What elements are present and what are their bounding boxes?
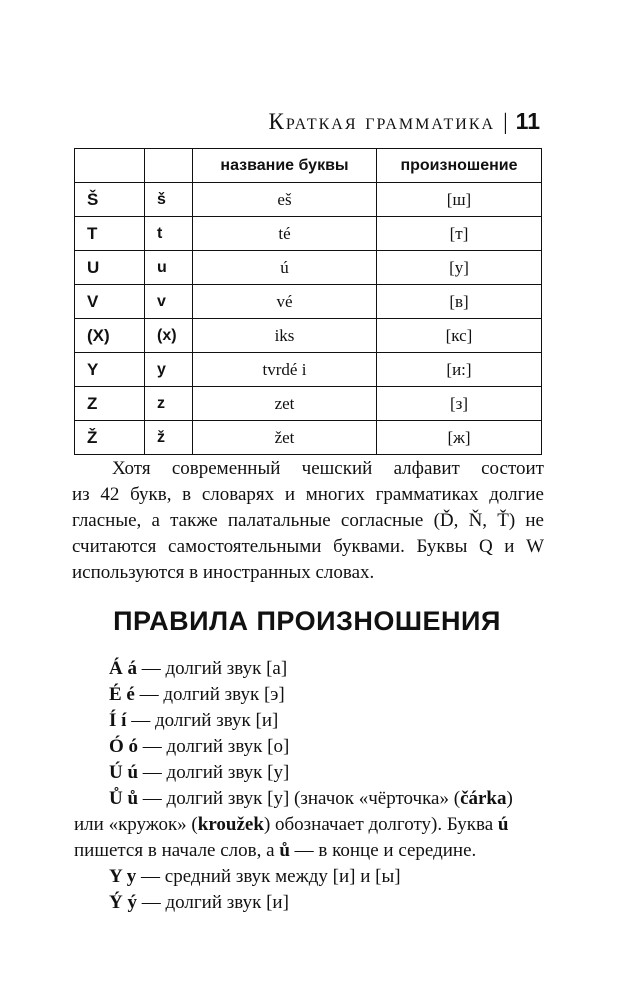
lowercase-letter: v — [145, 285, 193, 319]
lowercase-letter: y — [145, 353, 193, 387]
rule-text: — долгий звук [у] (значок «чёрточка» ( — [138, 788, 461, 809]
rule-letters: Ó ó — [109, 736, 139, 757]
letter-name: ú — [193, 251, 377, 285]
pronunciation-rules — [74, 656, 542, 916]
rule-line-continued — [74, 812, 542, 838]
header-separator: | — [503, 109, 510, 134]
letter-name: té — [193, 217, 377, 251]
rule-text: — в конце и середине. — [289, 840, 477, 861]
letter-name: tvrdé i — [193, 353, 377, 387]
uppercase-letter: Y — [75, 353, 145, 387]
rule-letters: Á á — [109, 658, 137, 679]
rule-line — [74, 760, 542, 786]
rule-line — [74, 890, 542, 916]
running-header — [74, 108, 540, 135]
pronunciation: [ш] — [377, 183, 542, 217]
lowercase-letter: t — [145, 217, 193, 251]
rule-line — [74, 734, 542, 760]
letter-name: žet — [193, 421, 377, 455]
term-u-ring: ů — [279, 840, 290, 861]
rule-line-continued — [74, 838, 542, 864]
term-krouzek: kroužek — [197, 814, 264, 835]
rule-text: — долгий звук [и] — [136, 892, 289, 913]
header-cell-pronunciation: произношение — [377, 149, 542, 183]
pronunciation: [в] — [377, 285, 542, 319]
page-number: 11 — [515, 108, 540, 134]
rule-text: — долгий звук [у] — [138, 762, 290, 783]
header-cell-lowercase — [145, 149, 193, 183]
lowercase-letter: ž — [145, 421, 193, 455]
section-heading: ПРАВИЛА ПРОИЗНОШЕНИЯ — [113, 606, 501, 636]
table-header-row — [75, 149, 542, 183]
letter-name: zet — [193, 387, 377, 421]
paragraph-line: используются в иностранных словах. — [72, 562, 375, 583]
rule-text: или «кружок» ( — [74, 814, 198, 835]
paragraph-line: из 42 букв, в словарях и многих грамматиках долгие — [72, 484, 544, 505]
paragraph-line: считаются самостоятельными буквами. Буквы Q и W — [72, 536, 544, 557]
letter-name: eš — [193, 183, 377, 217]
alphabet-table — [74, 148, 542, 455]
rule-text: — долгий звук [а] — [136, 658, 288, 679]
rule-letters: Y y — [109, 866, 137, 887]
rule-line — [74, 656, 542, 682]
table-row — [75, 319, 542, 353]
uppercase-letter: V — [75, 285, 145, 319]
uppercase-letter: Š — [75, 183, 145, 217]
rule-letters: Ý ý — [109, 892, 137, 913]
header-title: Краткая грамматика — [268, 109, 496, 134]
lowercase-letter: (x) — [145, 319, 193, 353]
table-row — [75, 285, 542, 319]
table-row — [75, 251, 542, 285]
uppercase-letter: (X) — [75, 319, 145, 353]
table-row — [75, 183, 542, 217]
rule-text: — долгий звук [э] — [134, 684, 285, 705]
pronunciation: [з] — [377, 387, 542, 421]
table-row — [75, 387, 542, 421]
rule-text: — долгий звук [и] — [126, 710, 279, 731]
rule-line-kroužek — [74, 786, 542, 812]
letter-name: iks — [193, 319, 377, 353]
pronunciation: [кс] — [377, 319, 542, 353]
table-row — [75, 421, 542, 455]
lowercase-letter: z — [145, 387, 193, 421]
rule-letters: Ú ú — [109, 762, 139, 783]
lowercase-letter: š — [145, 183, 193, 217]
term-u-acute: ú — [497, 814, 509, 835]
header-cell-letter-name: название буквы — [193, 149, 377, 183]
uppercase-letter: U — [75, 251, 145, 285]
rule-text: — средний звук между [и] и [ы] — [136, 866, 401, 887]
pronunciation: [ж] — [377, 421, 542, 455]
rule-text: пишется в начале слов, а — [74, 840, 280, 861]
uppercase-letter: T — [75, 217, 145, 251]
rule-line — [74, 708, 542, 734]
pronunciation: [у] — [377, 251, 542, 285]
alphabet-note-paragraph — [72, 456, 544, 586]
table-row — [75, 217, 542, 251]
rule-line — [74, 682, 542, 708]
rule-letters: Í í — [109, 710, 127, 731]
uppercase-letter: Ž — [75, 421, 145, 455]
rule-text: ) — [506, 788, 513, 809]
pronunciation: [т] — [377, 217, 542, 251]
paragraph-line: гласные, а также палатальные согласные (Ď, Ň, Ť) не — [72, 510, 544, 531]
rule-text: ) обозначает долготу). Буква — [263, 814, 498, 835]
rule-letters: É é — [109, 684, 135, 705]
term-carka: čárka — [460, 788, 507, 809]
rule-line — [74, 864, 542, 890]
rule-text: — долгий звук [о] — [138, 736, 290, 757]
header-cell-uppercase — [75, 149, 145, 183]
paragraph-line: Хотя современный чешский алфавит состоит — [112, 458, 544, 479]
rule-letters: Ů ů — [109, 788, 139, 809]
lowercase-letter: u — [145, 251, 193, 285]
pronunciation: [и:] — [377, 353, 542, 387]
table-row — [75, 353, 542, 387]
letter-name: vé — [193, 285, 377, 319]
uppercase-letter: Z — [75, 387, 145, 421]
